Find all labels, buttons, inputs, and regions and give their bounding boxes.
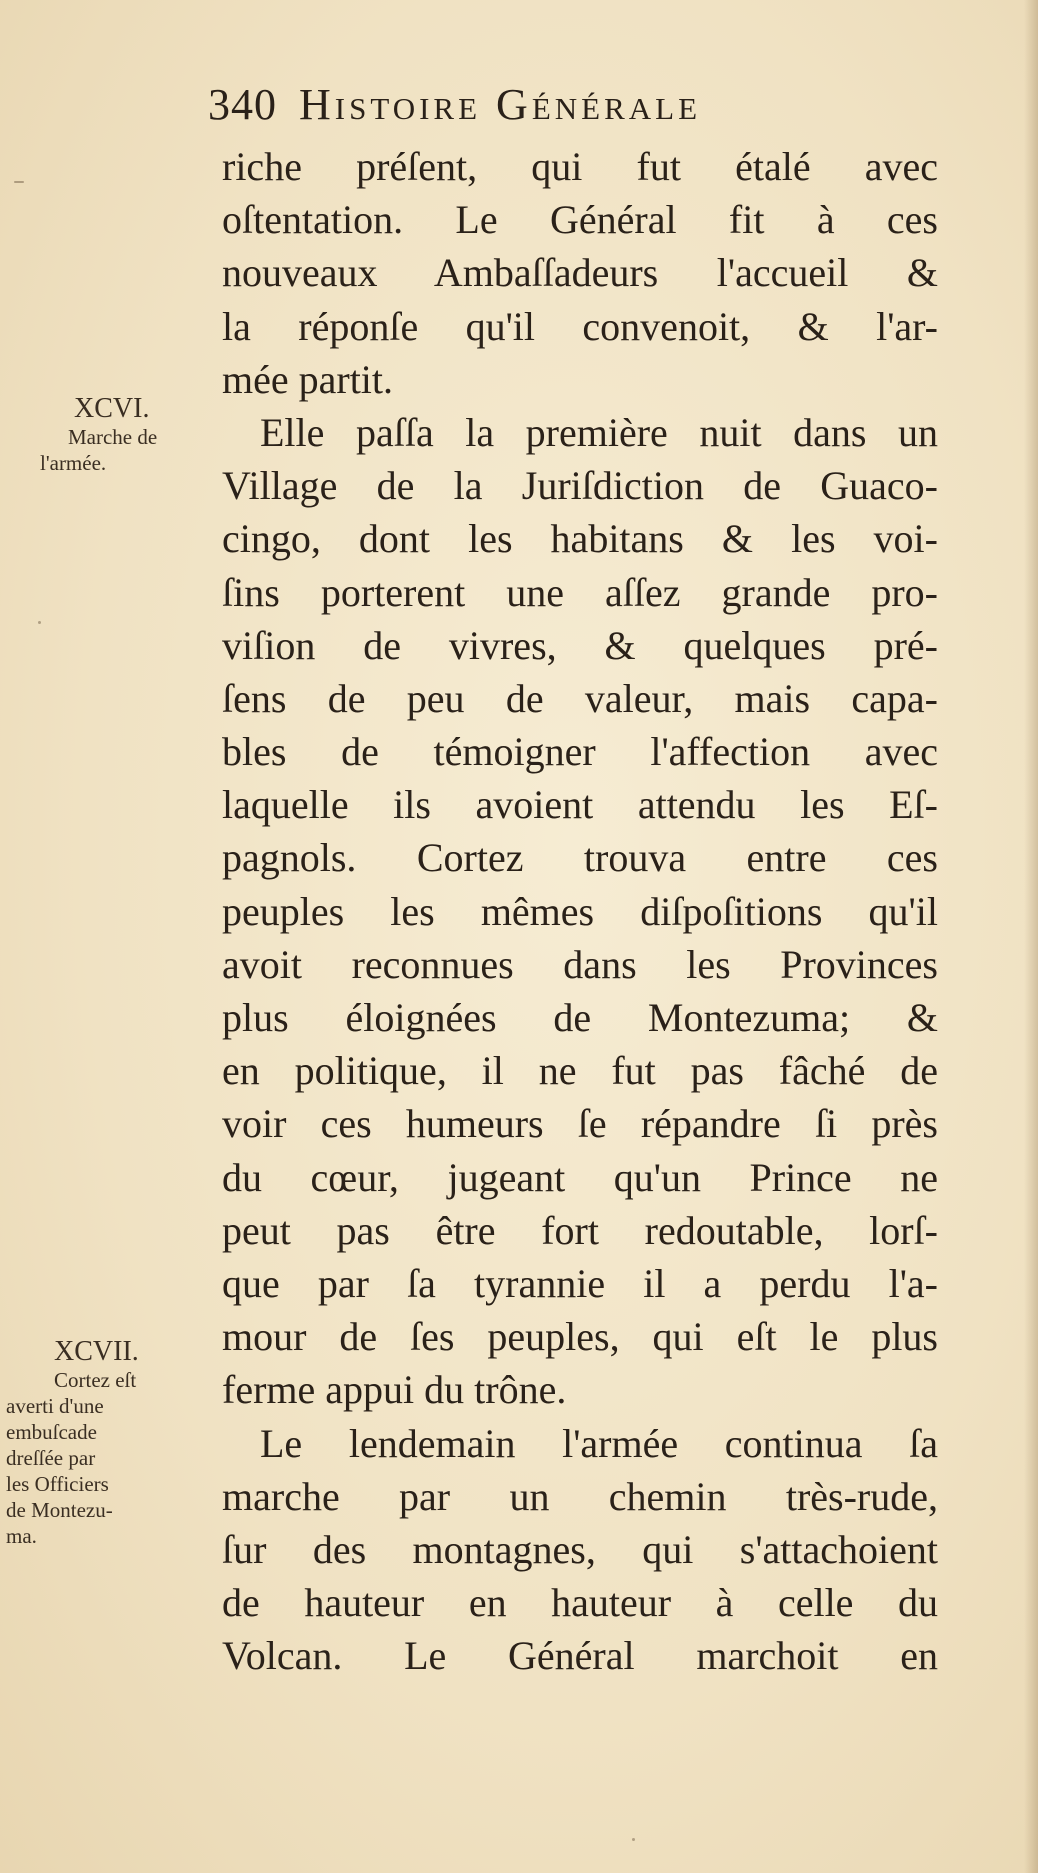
body-line: de hauteur en hauteur à celle du — [222, 1580, 938, 1626]
margin-note-line: de Montezu- — [6, 1498, 113, 1522]
paper-speck — [14, 181, 24, 183]
page-number: 340 — [208, 80, 277, 129]
body-line: du cœur, jugeant qu'un Prince ne — [222, 1154, 938, 1200]
margin-note-line: Marche de — [68, 425, 158, 449]
body-line: ſins porterent une aſſez grande pro- — [222, 569, 938, 615]
margin-note-line: embuſcade — [6, 1420, 97, 1444]
body-line: Volcan. Le Général marchoit en — [222, 1633, 938, 1679]
margin-note-line: l'armée. — [40, 451, 107, 475]
body-line: ſur des montagnes, qui s'attachoient — [222, 1526, 938, 1572]
body-line: ſens de peu de valeur, mais capa- — [222, 675, 938, 721]
body-line: plus éloignées de Montezuma; & — [222, 995, 938, 1040]
body-line: Elle paſſa la première nuit dans un — [260, 409, 938, 455]
body-line: viſion de vivres, & quelques pré- — [222, 622, 938, 668]
margin-note-line: Cortez eſt — [54, 1368, 137, 1392]
body-line: marche par un chemin très-rude, — [222, 1473, 938, 1519]
paper-speck — [632, 1838, 635, 1841]
body-line: nouveaux Ambaſſadeurs l'accueil & — [222, 250, 938, 296]
page-edge-shadow — [1024, 0, 1038, 1873]
margin-note-xcvi — [40, 394, 212, 476]
running-header — [208, 80, 938, 130]
body-line: cingo, dont les habitans & les voi- — [222, 516, 938, 562]
body-line: que par ſa tyrannie il a perdu l'a- — [222, 1260, 938, 1306]
body-line: Le lendemain l'armée continua ſa — [260, 1420, 938, 1466]
body-line: ferme appui du trône. — [222, 1367, 567, 1413]
body-line: peut pas être fort redoutable, lorſ- — [222, 1207, 938, 1253]
margin-note-number: XCVI. — [74, 393, 150, 424]
margin-note-line: les Officiers — [6, 1472, 109, 1496]
body-line: riche préſent, qui fut étalé avec — [222, 144, 938, 189]
paper-speck — [38, 621, 41, 624]
body-line: la réponſe qu'il convenoit, & l'ar- — [222, 303, 938, 349]
margin-note-number: XCVII. — [54, 1336, 139, 1367]
body-line: en politique, il ne fut pas fâché de — [222, 1048, 938, 1094]
body-line: oſtentation. Le Général fit à ces — [222, 197, 938, 243]
margin-note-line: dreſſée par — [6, 1446, 96, 1470]
body-text — [222, 140, 938, 1682]
body-line: laquelle ils avoient attendu les Eſ- — [222, 782, 938, 828]
body-line: peuples les mêmes diſpoſitions qu'il — [222, 888, 938, 934]
margin-note-line: averti d'une — [6, 1394, 104, 1418]
body-line: pagnols. Cortez trouva entre ces — [222, 835, 938, 881]
body-line: bles de témoigner l'affection avec — [222, 729, 938, 775]
margin-note-xcvii — [6, 1337, 214, 1549]
body-line: mée partit. — [222, 356, 394, 402]
running-title: Histoire Générale — [299, 80, 702, 129]
body-line: mour de ſes peuples, qui eſt le plus — [222, 1314, 938, 1360]
body-line: avoit reconnues dans les Provinces — [222, 941, 938, 987]
body-line: voir ces humeurs ſe répandre ſi près — [222, 1101, 938, 1147]
margin-note-line: ma. — [6, 1524, 37, 1548]
body-line: Village de la Juriſdiction de Guaco- — [222, 463, 938, 509]
